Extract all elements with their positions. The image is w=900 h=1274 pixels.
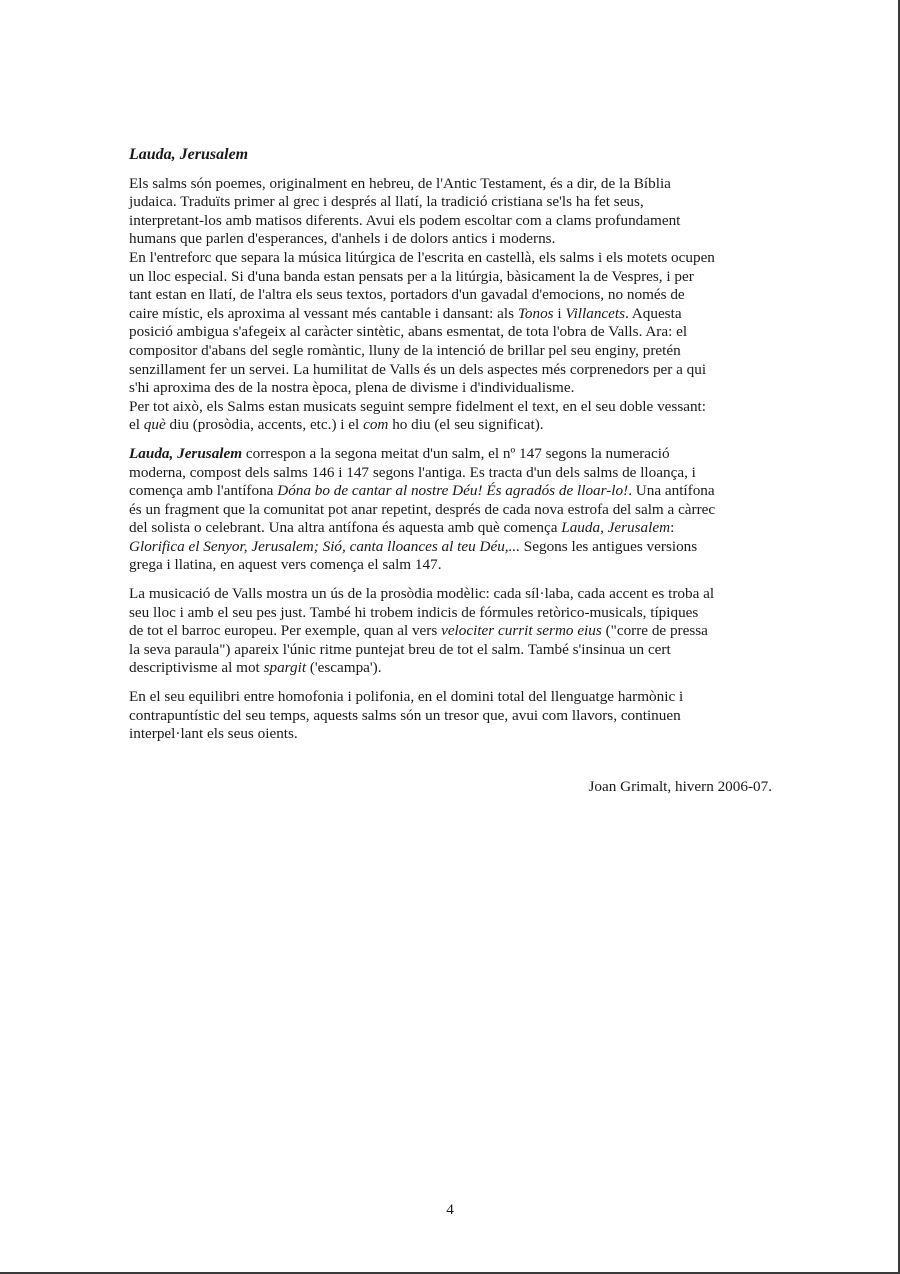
italic-term: Tonos bbox=[517, 304, 554, 322]
text-run: caire místic, els aproxima al vessant més cantable i dansant: als bbox=[129, 304, 518, 322]
italic-quote: Dóna bo de cantar al nostre Déu! És agradós de lloar-lo! bbox=[277, 482, 629, 500]
text-line-mixed bbox=[129, 622, 774, 641]
text-line: humans que parlen d'esperances, d'anhels i de dolors antics i moderns. bbox=[129, 230, 556, 248]
text-run: ('escampa'). bbox=[306, 659, 382, 677]
text-run: : bbox=[670, 519, 675, 537]
italic-term: com bbox=[363, 416, 389, 434]
text-line: s'hi aproxima des de la nostra època, plena de divisme i d'individualisme. bbox=[129, 379, 575, 397]
paragraph-prosody bbox=[129, 585, 774, 678]
text-run: diu (prosòdia, accents, etc.) i el bbox=[165, 416, 364, 434]
text-line: En l'entreforc que separa la música litúrgica de l'escrita en castellà, els salms i els motets ocupen bbox=[129, 248, 715, 266]
text-line-mixed bbox=[129, 519, 774, 538]
text-line: grega i llatina, en aquest vers comença el salm 147. bbox=[129, 556, 442, 574]
text-line: un lloc especial. Si d'una banda estan pensats per a la litúrgia, bàsicament la de Vespres, i per bbox=[129, 267, 694, 285]
text-line-mixed bbox=[129, 305, 774, 324]
text-run: Segons les antigues versions bbox=[520, 537, 698, 555]
text-line: és un fragment que la comunitat pot anar repetint, després de cada nova estrofa del salm a càrrec bbox=[129, 500, 716, 518]
text-line: Per tot això, els Salms estan musicats seguint sempre fidelment el text, en el seu doble vessant: bbox=[129, 397, 706, 415]
text-run: ho diu (el seu significat). bbox=[388, 416, 544, 434]
italic-term: Villancets bbox=[565, 304, 626, 322]
text-line: la seva paraula") apareix l'únic ritme puntejat breu de tot el salm. També s'insinua un cert bbox=[129, 640, 671, 658]
italic-quote: Lauda, Jerusalem bbox=[561, 519, 671, 537]
text-line: En el seu equilibri entre homofonia i polifonia, en el domini total del llenguatge harmònic i bbox=[129, 688, 684, 706]
paragraph-intro bbox=[129, 175, 774, 435]
text-run: correspon a la segona meitat d'un salm, el nº 147 segons la numeració bbox=[242, 444, 670, 462]
text-run: descriptivisme al mot bbox=[129, 659, 264, 677]
text-line: tant estan en llatí, de l'altra els seus textos, portadors d'un gavadal d'emocions, no només de bbox=[129, 286, 685, 304]
document-body bbox=[129, 146, 774, 754]
text-line: La musicació de Valls mostra un ús de la prosòdia modèlic: cada síl·laba, cada accent es troba al bbox=[129, 585, 715, 603]
text-line-mixed bbox=[129, 482, 774, 501]
text-run: ("corre de pressa bbox=[601, 622, 708, 640]
text-line: judaica. Traduïts primer al grec i després al llatí, la tradició cristiana se'ls ha fet seus, bbox=[129, 193, 644, 211]
text-line: senzillament fer un servei. La humilitat de Valls és un dels aspectes més corprenedors per a qui bbox=[129, 360, 707, 378]
text-run: . Una antífona bbox=[628, 482, 715, 500]
text-line: interpel·lant els seus oients. bbox=[129, 725, 298, 743]
text-line-mixed bbox=[129, 659, 774, 678]
text-line: Els salms són poemes, originalment en hebreu, de l'Antic Testament, és a dir, de la Bíblia bbox=[129, 174, 671, 192]
text-line: seu lloc i amb el seu pes just. També hi trobem indicis de fórmules retòrico-musicals, típiques bbox=[129, 603, 699, 621]
text-line: moderna, compost dels salms 146 i 147 segons l'antiga. Es tracta d'un dels salms de lloança, i bbox=[129, 463, 696, 481]
text-line: posició ambigua s'afegeix al caràcter sintètic, abans esmentat, de tota l'obra de Valls. Ara: el bbox=[129, 323, 688, 341]
text-line-mixed bbox=[129, 445, 774, 464]
text-run: del solista o celebrant. Una altra antífona és aquesta amb què comença bbox=[129, 519, 562, 537]
italic-term: spargit bbox=[263, 659, 307, 677]
text-run: comença amb l'antífona bbox=[129, 482, 278, 500]
text-run: i bbox=[553, 304, 566, 322]
text-run: de tot el barroc europeu. Per exemple, quan al vers bbox=[129, 622, 442, 640]
italic-quote: velociter currit sermo eius bbox=[441, 622, 602, 640]
bold-italic-title: Lauda, Jerusalem bbox=[129, 444, 243, 462]
text-line: compositor d'abans del segle romàntic, lluny de la intenció de brillar pel seu enginy, pretén bbox=[129, 341, 681, 359]
text-line-mixed bbox=[129, 538, 774, 557]
paragraph-lauda bbox=[129, 445, 774, 575]
text-line-mixed bbox=[129, 416, 774, 435]
text-line: interpretant-los amb matisos diferents. Avui els podem escoltar com a clams profundament bbox=[129, 211, 681, 229]
text-run: . Aquesta bbox=[625, 304, 682, 322]
author-signature: Joan Grimalt, hivern 2006-07. bbox=[588, 778, 772, 795]
text-line: contrapuntístic del seu temps, aquests salms són un tresor que, avui com llavors, continuen bbox=[129, 706, 681, 724]
text-run: el bbox=[129, 416, 144, 434]
italic-quote: Glorifica el Senyor, Jerusalem; Sió, canta lloances al teu Déu,... bbox=[129, 537, 520, 555]
paragraph-conclusion bbox=[129, 688, 774, 744]
section-title: Lauda, Jerusalem bbox=[129, 146, 249, 163]
page-number: 4 bbox=[446, 1201, 454, 1218]
italic-term: què bbox=[143, 416, 166, 434]
